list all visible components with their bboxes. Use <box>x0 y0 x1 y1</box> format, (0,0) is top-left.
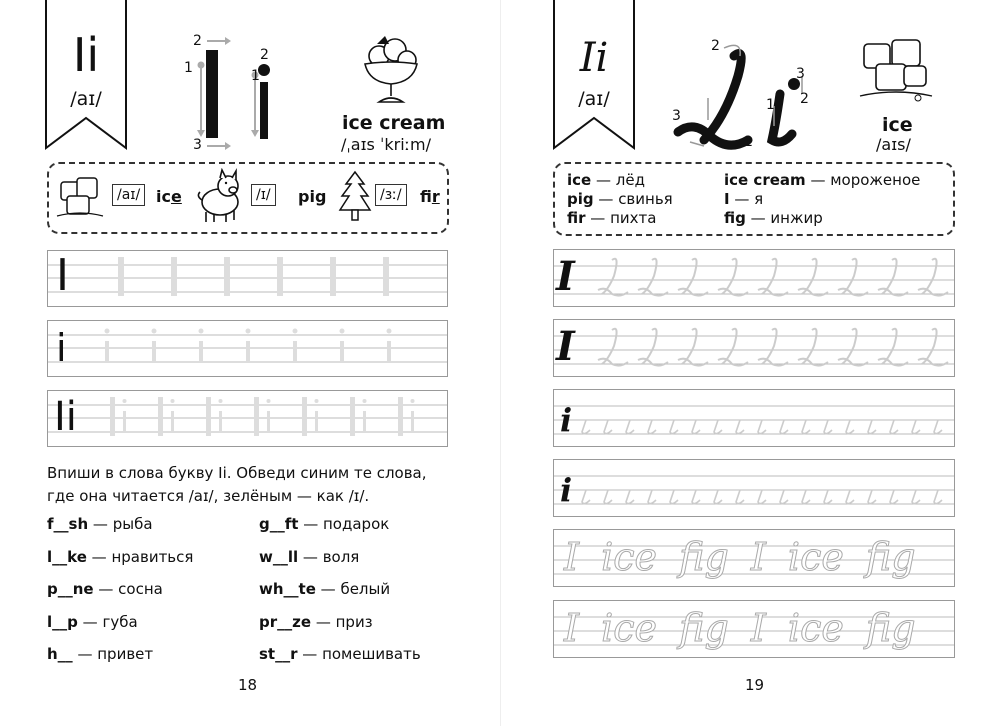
vocab-item: fir — пихта <box>567 209 657 227</box>
script-practice-row[interactable] <box>553 389 955 447</box>
stroke-number: 3 <box>672 108 681 124</box>
stroke-number: 2 <box>711 38 720 54</box>
script-sample: I <box>556 253 575 300</box>
stroke-number: 1 <box>744 134 753 150</box>
exercise-item[interactable]: p__ne — сосна <box>47 580 163 598</box>
page-number: 19 <box>745 676 765 694</box>
script-sample: I <box>556 323 575 370</box>
script-practice-row[interactable] <box>553 319 955 377</box>
ice-cubes-icon <box>858 36 934 104</box>
exercise-item[interactable]: l__p — губа <box>47 613 138 631</box>
vocab-item: fig — инжир <box>724 209 823 227</box>
exercise-item[interactable]: l__ke — нравиться <box>47 548 194 566</box>
stroke-number: 3 <box>193 137 202 153</box>
example-word: ice <box>156 187 182 206</box>
practice-sample: Ii <box>54 394 77 440</box>
stroke-number: 2 <box>260 47 269 63</box>
stroke-number: 1 <box>184 60 193 76</box>
word-transcription: /ˌaɪs ˈkriːm/ <box>341 135 432 154</box>
fir-tree-icon <box>338 170 372 224</box>
practice-sample: i <box>56 326 67 370</box>
exercise-item[interactable]: st__r — помешивать <box>259 645 421 663</box>
phonetic-chip: /ɪ/ <box>251 184 276 206</box>
task-instruction: Впиши в слова букву Ii. Обведи синим те слова, где она читается /aɪ/, зелёным — как /ɪ/. <box>47 464 427 505</box>
script-sample: i <box>560 471 573 509</box>
ice-cubes-icon <box>55 172 105 220</box>
practice-sample: I <box>56 250 69 301</box>
trace-text: I ice fig I ice fig <box>564 606 916 650</box>
word-label: ice cream <box>342 112 446 134</box>
word-label: ice <box>882 114 913 136</box>
vocab-item: pig — свинья <box>567 190 673 208</box>
letter-title: Ii <box>579 35 609 81</box>
example-word: pig <box>298 187 327 206</box>
letter-title: Ii <box>72 28 100 82</box>
exercise-item[interactable]: w__ll — воля <box>259 548 360 566</box>
stroke-number: 2 <box>193 33 202 49</box>
script-practice-row[interactable] <box>553 459 955 517</box>
stroke-number: 1 <box>251 68 260 84</box>
stroke-number: 3 <box>796 66 805 82</box>
exercise-item[interactable]: g__ft — подарок <box>259 515 390 533</box>
practice-row[interactable] <box>47 250 448 307</box>
pig-icon <box>190 168 248 226</box>
exercise-item[interactable]: pr__ze — приз <box>259 613 373 631</box>
word-transcription: /aɪs/ <box>876 135 911 154</box>
page-divider <box>500 0 501 726</box>
exercise-item[interactable]: h__ — привет <box>47 645 154 663</box>
practice-row[interactable] <box>47 320 448 377</box>
exercise-item[interactable]: f__sh — рыба <box>47 515 153 533</box>
phonetic-chip: /ɜː/ <box>375 184 407 206</box>
phonetic-chip: /aɪ/ <box>112 184 145 206</box>
script-practice-row[interactable] <box>553 249 955 307</box>
page-number: 18 <box>238 676 258 694</box>
trace-text: I ice fig I ice fig <box>564 535 916 579</box>
stroke-number: 1 <box>766 97 775 113</box>
vocab-item: I — я <box>724 190 764 208</box>
trace-row[interactable] <box>553 600 955 658</box>
vocab-item: ice cream — мороженое <box>724 171 921 189</box>
stroke-number: 2 <box>800 91 809 107</box>
ice-cream-icon <box>355 32 427 106</box>
letter-phonetic: /aɪ/ <box>70 88 102 110</box>
exercise-item[interactable]: wh__te — белый <box>259 580 391 598</box>
letter-phonetic: /aɪ/ <box>578 88 610 110</box>
example-word: fir <box>420 187 440 206</box>
practice-row[interactable] <box>47 390 448 447</box>
script-sample: i <box>560 401 573 439</box>
trace-row[interactable] <box>553 529 955 587</box>
vocab-item: ice — лёд <box>567 171 645 189</box>
